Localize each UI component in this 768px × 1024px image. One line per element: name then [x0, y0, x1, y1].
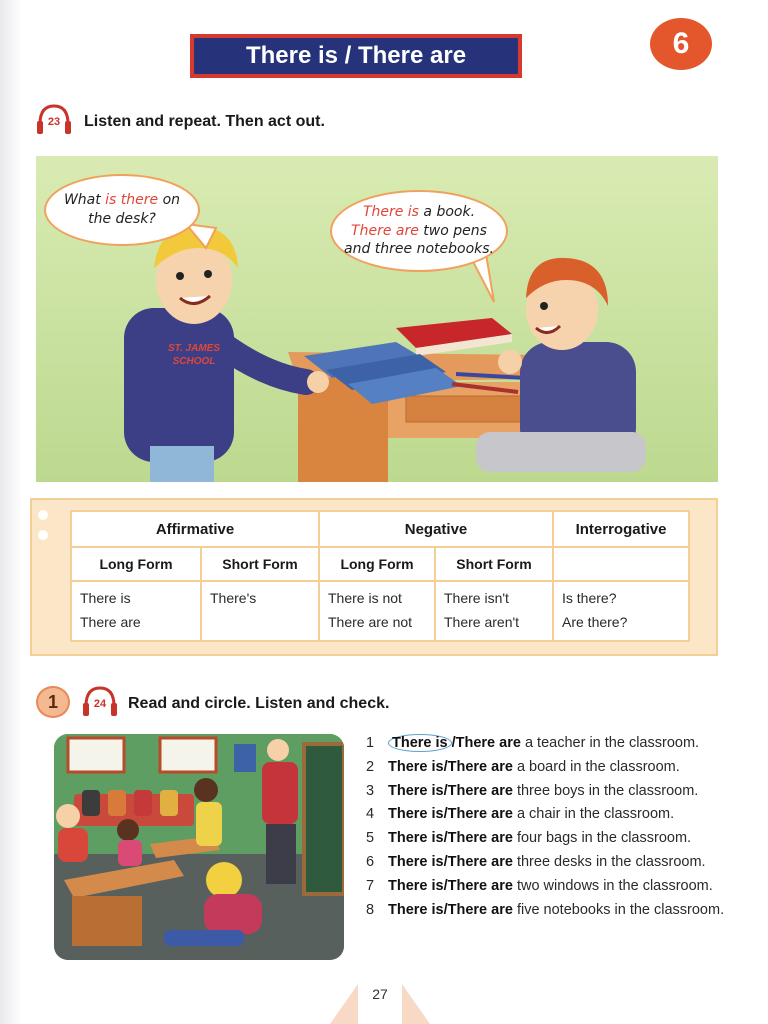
option-there-are[interactable]: There are [447, 758, 513, 775]
sentence-number: 3 [366, 782, 375, 799]
subheader-interrogative-empty [553, 547, 689, 581]
classroom-scene [54, 734, 344, 960]
sentence-number: 2 [366, 758, 375, 775]
bubble-text-part: What [63, 192, 106, 209]
bubble-text-line: the desk? [88, 211, 156, 227]
option-there-are[interactable]: There are [447, 853, 513, 870]
option-there-is[interactable]: There is [388, 877, 444, 894]
bubble-text-highlight: There are [351, 222, 419, 239]
audio-track-number: 23 [47, 116, 61, 128]
classroom-illustration [54, 734, 344, 960]
sentence-number: 1 [366, 735, 375, 751]
exercise-number-badge: 1 [36, 686, 70, 718]
sentence-item [366, 732, 736, 756]
subheader-neg-long: Long Form [319, 547, 435, 581]
shirt-text: ST. JAMES [167, 343, 221, 354]
subheader-aff-long: Long Form [71, 547, 201, 581]
page-title: There is / There are [194, 38, 518, 74]
option-separator: / [443, 901, 448, 918]
sentence-rest: two windows in the classroom. [512, 877, 713, 894]
cell-text: There are [80, 613, 141, 630]
cell-text: There is [80, 590, 131, 606]
grammar-table [70, 510, 690, 642]
bubble-text-line: and three notebooks. [344, 241, 494, 258]
header-negative: Negative [319, 511, 553, 547]
sentence-number: 8 [366, 901, 375, 918]
cell-text: Is there? [562, 590, 617, 606]
grammar-panel [30, 498, 718, 656]
exercise1-sentence-list [366, 732, 736, 922]
sentence-rest: a board in the classroom. [512, 758, 680, 775]
option-there-are[interactable]: There are [447, 830, 513, 847]
speech-bubble-question [44, 174, 200, 246]
speech-bubble-answer [330, 190, 508, 272]
option-there-is[interactable]: There is [388, 830, 444, 847]
subheader-neg-short: Short Form [435, 547, 553, 581]
subheader-aff-short: Short Form [201, 547, 319, 581]
audio-track-24-button[interactable] [80, 684, 120, 718]
option-there-is[interactable]: There is [388, 806, 444, 823]
option-there-is[interactable]: There is [388, 782, 444, 799]
unit-number-badge: 6 [650, 18, 712, 70]
sentence-number: 7 [366, 877, 375, 894]
option-there-is[interactable]: There is [388, 853, 444, 870]
sentence-number: 5 [366, 830, 375, 847]
sentence-item [366, 851, 736, 875]
option-there-are[interactable]: There are [447, 901, 513, 918]
sentence-rest: a chair in the classroom. [512, 806, 675, 823]
option-there-are[interactable]: There are [455, 735, 521, 751]
option-separator: / [443, 782, 448, 799]
option-separator: / [443, 830, 448, 847]
cell-aff-short [201, 581, 319, 641]
cell-text: Are there? [562, 613, 628, 630]
sentence-rest: three desks in the classroom. [512, 853, 706, 870]
cell-interrogative [553, 581, 689, 641]
sentence-item [366, 756, 736, 780]
option-separator: / [451, 735, 456, 751]
bubble-text-part: two pens [418, 222, 487, 239]
cell-text: There's [210, 590, 257, 606]
binder-hole [38, 510, 48, 520]
cell-neg-short [435, 581, 553, 641]
binder-hole [38, 530, 48, 540]
sentence-rest: a teacher in the classroom. [520, 735, 700, 751]
option-there-is-selected[interactable]: There is [388, 734, 452, 752]
sentence-number: 4 [366, 806, 375, 823]
bubble-text-highlight: is there [105, 192, 159, 209]
exercise1-instruction: Read and circle. Listen and check. [128, 695, 390, 712]
page-edge-shadow [0, 0, 22, 1024]
cell-text: There isn't [444, 590, 509, 606]
option-there-are[interactable]: There are [447, 806, 513, 823]
dialogue-illustration [36, 156, 718, 482]
shirt-print [164, 342, 224, 368]
header-interrogative: Interrogative [553, 511, 689, 547]
option-there-are[interactable]: There are [447, 877, 513, 894]
bubble-text-highlight: There is [362, 203, 419, 220]
header-affirmative: Affirmative [71, 511, 319, 547]
sentence-item [366, 899, 736, 923]
page-number: 27 [372, 986, 388, 1002]
option-there-is[interactable]: There is [388, 758, 444, 775]
page-title-banner [190, 34, 522, 78]
audio-track-23-button[interactable] [34, 102, 74, 136]
option-there-is[interactable]: There is [388, 901, 444, 918]
section1-instruction: Listen and repeat. Then act out. [84, 113, 325, 130]
option-separator: / [443, 877, 448, 894]
shirt-text: SCHOOL [172, 356, 216, 367]
bubble-text-part: on [158, 192, 181, 209]
sentence-rest: five notebooks in the classroom. [512, 901, 725, 918]
cell-text: There aren't [444, 613, 520, 630]
option-separator: / [443, 758, 448, 775]
sentence-rest: four bags in the classroom. [512, 830, 692, 847]
sentence-item [366, 827, 736, 851]
sentence-item [366, 803, 736, 827]
option-separator: / [443, 806, 448, 823]
sentence-item [366, 875, 736, 899]
cell-text: There are not [328, 613, 413, 630]
binder-holes [38, 510, 48, 550]
cell-neg-long [319, 581, 435, 641]
cell-aff-long [71, 581, 201, 641]
sentence-number: 6 [366, 853, 375, 870]
sentence-rest: three boys in the classroom. [512, 782, 699, 799]
option-there-are[interactable]: There are [447, 782, 513, 799]
bubble-text-part: a book. [418, 203, 476, 220]
option-separator: / [443, 853, 448, 870]
audio-track-number: 24 [93, 698, 107, 710]
cell-text: There is not [328, 590, 402, 606]
sentence-item [366, 780, 736, 804]
